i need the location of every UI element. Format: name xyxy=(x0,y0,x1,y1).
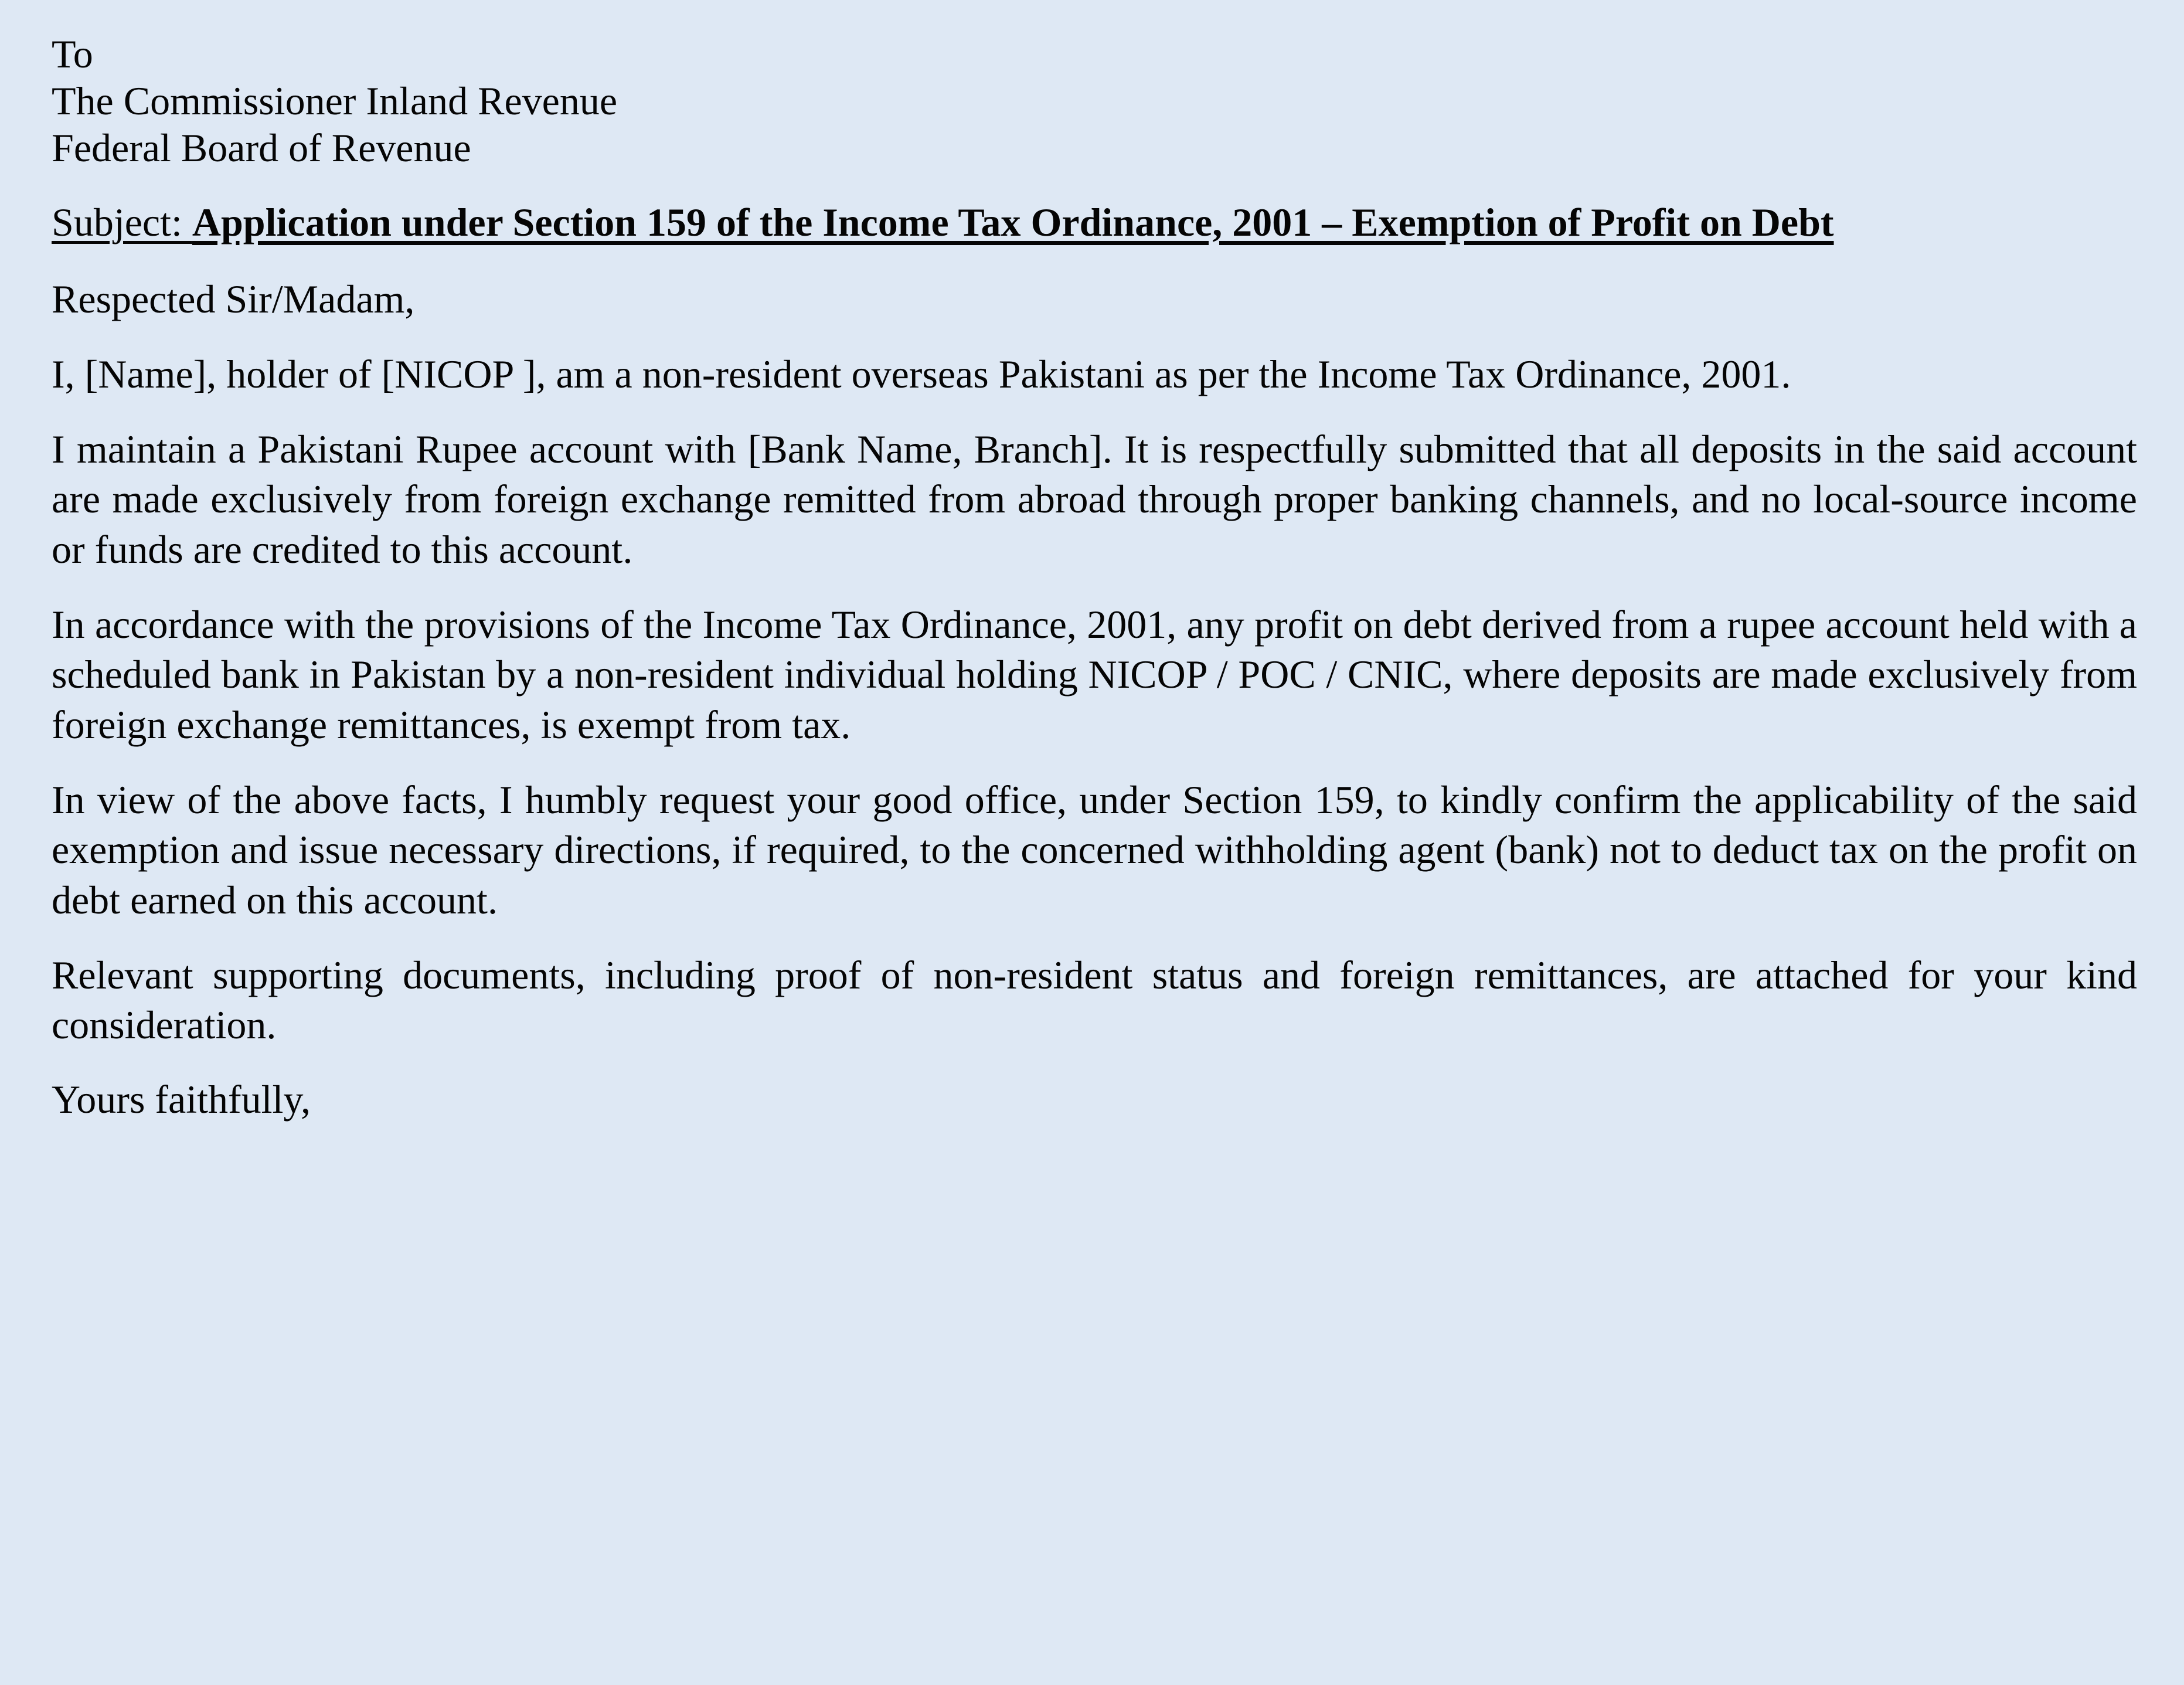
paragraph-account: I maintain a Pakistani Rupee account with [Bank Name, Branch]. It is respectfully submitted that all deposits in the said account are made exclusively from foreign exchange remitted from abroad through proper banking channels, and no local-source income or funds are credited to this account. xyxy=(52,426,2137,572)
address-line-board: Federal Board of Revenue xyxy=(52,125,471,171)
paragraph-request: In view of the above facts, I humbly request your good office, under Section 159, to kindly confirm the applicability of the said exemption and issue necessary directions, if required, to the concerned withholding agent (bank) not to deduct tax on the profit on debt earned on this account. xyxy=(52,777,2137,923)
closing-salutation: Yours faithfully, xyxy=(52,1077,311,1122)
paragraph-attachments: Relevant supporting documents, including proof of non-resident status and foreign remittances, are attached for your kind consideration. xyxy=(52,952,2137,1048)
address-line-to: To xyxy=(52,32,93,76)
recipient-address-block xyxy=(52,30,2137,172)
subject-label: Subject: xyxy=(52,199,192,244)
subject-line xyxy=(52,196,2137,248)
paragraph-identity: I, [Name], holder of [NICOP ], am a non-resident overseas Pakistani as per the Income Tax Ordinance, 2001. xyxy=(52,352,1791,397)
salutation: Respected Sir/Madam, xyxy=(52,277,415,322)
subject-title: Application under Section 159 of the Income Tax Ordinance, 2001 – Exemption of Profit on Debt xyxy=(192,199,1834,244)
paragraph-legal-provision: In accordance with the provisions of the Income Tax Ordinance, 2001, any profit on debt derived from a rupee account held with a scheduled bank in Pakistan by a non-resident individual holding NICOP / POC / CNIC, where deposits are made exclusively from foreign exchange remittances, is exempt from tax. xyxy=(52,602,2137,748)
address-line-commissioner: The Commissioner Inland Revenue xyxy=(52,79,618,124)
